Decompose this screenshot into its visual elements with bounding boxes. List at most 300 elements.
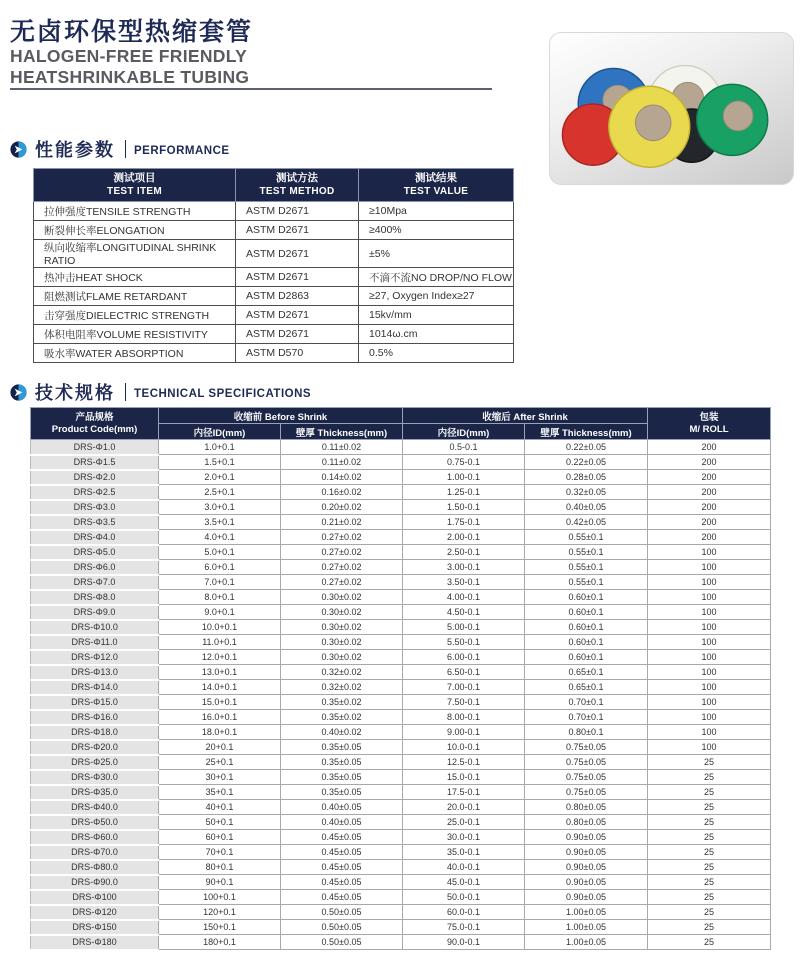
performance-row bbox=[34, 221, 514, 240]
title-divider bbox=[10, 88, 492, 90]
spec-cell: 200 bbox=[648, 455, 771, 470]
spec-cell: 45.0-0.1 bbox=[403, 875, 525, 890]
performance-cell: ASTM D570 bbox=[236, 344, 359, 363]
spec-cell: 40+0.1 bbox=[159, 800, 281, 815]
specs-header-row-1 bbox=[31, 408, 771, 424]
performance-heading-cn: 性能参数 bbox=[35, 140, 115, 160]
spec-cell: DRS-Φ100 bbox=[31, 890, 159, 905]
specs-col-before-id: 内径ID(mm) bbox=[159, 424, 281, 440]
spec-cell: 30.0-0.1 bbox=[403, 830, 525, 845]
spec-cell: 0.45±0.05 bbox=[281, 890, 403, 905]
spec-cell: 6.00-0.1 bbox=[403, 650, 525, 665]
col-label-en: M/ ROLL bbox=[689, 423, 729, 435]
spec-cell: 0.11±0.02 bbox=[281, 440, 403, 455]
spec-cell: 100 bbox=[648, 620, 771, 635]
spec-cell: DRS-Φ16.0 bbox=[31, 710, 159, 725]
spec-cell: 100 bbox=[648, 740, 771, 755]
performance-col-test-method bbox=[236, 169, 359, 202]
spec-cell: 50+0.1 bbox=[159, 815, 281, 830]
spec-cell: DRS-Φ80.0 bbox=[31, 860, 159, 875]
spec-cell: DRS-Φ1.0 bbox=[31, 440, 159, 455]
spec-cell: 9.0+0.1 bbox=[159, 605, 281, 620]
spec-row bbox=[31, 680, 771, 695]
spec-row bbox=[31, 815, 771, 830]
spec-cell: 100 bbox=[648, 605, 771, 620]
performance-cell: 体积电阻率VOLUME RESISTIVITY bbox=[34, 325, 236, 344]
spec-row bbox=[31, 725, 771, 740]
performance-cell: ASTM D2671 bbox=[236, 325, 359, 344]
spec-cell: 14.0+0.1 bbox=[159, 680, 281, 695]
spec-cell: 0.75±0.05 bbox=[525, 755, 648, 770]
spec-cell: 180+0.1 bbox=[159, 935, 281, 950]
spec-cell: 0.90±0.05 bbox=[525, 890, 648, 905]
performance-row bbox=[34, 240, 514, 268]
performance-row bbox=[34, 287, 514, 306]
spec-row bbox=[31, 890, 771, 905]
spec-row bbox=[31, 755, 771, 770]
spec-cell: 4.00-0.1 bbox=[403, 590, 525, 605]
spec-cell: 8.0+0.1 bbox=[159, 590, 281, 605]
spec-cell: 120+0.1 bbox=[159, 905, 281, 920]
spec-cell: DRS-Φ18.0 bbox=[31, 725, 159, 740]
spec-cell: 100 bbox=[648, 635, 771, 650]
spec-cell: 2.0+0.1 bbox=[159, 470, 281, 485]
spec-cell: DRS-Φ7.0 bbox=[31, 575, 159, 590]
spec-row bbox=[31, 455, 771, 470]
spec-cell: 0.32±0.02 bbox=[281, 665, 403, 680]
spec-row bbox=[31, 830, 771, 845]
spec-cell: 0.55±0.1 bbox=[525, 560, 648, 575]
spec-cell: 3.5+0.1 bbox=[159, 515, 281, 530]
spec-cell: 7.50-0.1 bbox=[403, 695, 525, 710]
spec-cell: 3.50-0.1 bbox=[403, 575, 525, 590]
spec-row bbox=[31, 935, 771, 950]
performance-cell: 0.5% bbox=[359, 344, 514, 363]
spec-cell: 0.40±0.05 bbox=[281, 815, 403, 830]
spec-row bbox=[31, 605, 771, 620]
spec-cell: 75.0-0.1 bbox=[403, 920, 525, 935]
spec-cell: 4.0+0.1 bbox=[159, 530, 281, 545]
performance-cell: 吸水率WATER ABSORPTION bbox=[34, 344, 236, 363]
spec-cell: 7.00-0.1 bbox=[403, 680, 525, 695]
spec-cell: DRS-Φ120 bbox=[31, 905, 159, 920]
spec-cell: 0.60±0.1 bbox=[525, 635, 648, 650]
spec-cell: 0.60±0.1 bbox=[525, 605, 648, 620]
spec-cell: 0.60±0.1 bbox=[525, 590, 648, 605]
performance-row bbox=[34, 268, 514, 287]
performance-row bbox=[34, 306, 514, 325]
spec-cell: 25+0.1 bbox=[159, 755, 281, 770]
spec-cell: 5.00-0.1 bbox=[403, 620, 525, 635]
performance-section-header bbox=[10, 136, 230, 162]
spec-cell: DRS-Φ20.0 bbox=[31, 740, 159, 755]
spec-cell: DRS-Φ40.0 bbox=[31, 800, 159, 815]
spec-cell: 0.30±0.02 bbox=[281, 620, 403, 635]
spec-cell: 40.0-0.1 bbox=[403, 860, 525, 875]
spec-cell: 100 bbox=[648, 695, 771, 710]
spec-cell: 1.5+0.1 bbox=[159, 455, 281, 470]
spec-cell: 12.0+0.1 bbox=[159, 650, 281, 665]
spec-cell: 100 bbox=[648, 575, 771, 590]
spec-cell: DRS-Φ13.0 bbox=[31, 665, 159, 680]
specs-col-after-id: 内径ID(mm) bbox=[403, 424, 525, 440]
performance-cell: 断裂伸长率ELONGATION bbox=[34, 221, 236, 240]
spec-cell: 100 bbox=[648, 650, 771, 665]
spec-cell: 0.14±0.02 bbox=[281, 470, 403, 485]
spec-cell: 100 bbox=[648, 665, 771, 680]
spec-cell: DRS-Φ2.5 bbox=[31, 485, 159, 500]
specs-col-before-thickness: 壁厚 Thickness(mm) bbox=[281, 424, 403, 440]
performance-cell: ASTM D2671 bbox=[236, 240, 359, 268]
spec-cell: DRS-Φ11.0 bbox=[31, 635, 159, 650]
performance-cell: ≥10Mpa bbox=[359, 202, 514, 221]
spec-cell: DRS-Φ12.0 bbox=[31, 650, 159, 665]
spec-cell: 200 bbox=[648, 530, 771, 545]
spec-cell: 10.0+0.1 bbox=[159, 620, 281, 635]
spec-row bbox=[31, 530, 771, 545]
tubing-rolls-illustration bbox=[550, 33, 793, 184]
performance-cell: ≥400% bbox=[359, 221, 514, 240]
specs-table-body bbox=[31, 440, 771, 950]
specs-group-after-shrink: 收缩后 After Shrink bbox=[403, 408, 648, 424]
spec-cell: 20+0.1 bbox=[159, 740, 281, 755]
spec-row bbox=[31, 695, 771, 710]
spec-cell: 0.28±0.05 bbox=[525, 470, 648, 485]
spec-cell: 0.35±0.05 bbox=[281, 785, 403, 800]
spec-cell: 0.70±0.1 bbox=[525, 695, 648, 710]
col-label-cn: 测试方法 bbox=[276, 172, 318, 184]
spec-cell: 0.70±0.1 bbox=[525, 710, 648, 725]
spec-cell: 100 bbox=[648, 590, 771, 605]
spec-cell: 0.40±0.05 bbox=[281, 800, 403, 815]
spec-cell: 0.21±0.02 bbox=[281, 515, 403, 530]
spec-cell: 0.75±0.05 bbox=[525, 785, 648, 800]
spec-cell: 35.0-0.1 bbox=[403, 845, 525, 860]
spec-cell: 0.90±0.05 bbox=[525, 875, 648, 890]
performance-cell: 纵向收缩率LONGITUDINAL SHRINK RATIO bbox=[34, 240, 236, 268]
spec-cell: 7.0+0.1 bbox=[159, 575, 281, 590]
spec-cell: 0.30±0.02 bbox=[281, 650, 403, 665]
section-arrow-icon bbox=[10, 141, 27, 158]
spec-row bbox=[31, 635, 771, 650]
spec-cell: DRS-Φ25.0 bbox=[31, 755, 159, 770]
spec-cell: 2.5+0.1 bbox=[159, 485, 281, 500]
spec-cell: 1.0+0.1 bbox=[159, 440, 281, 455]
spec-cell: DRS-Φ2.0 bbox=[31, 470, 159, 485]
spec-row bbox=[31, 920, 771, 935]
spec-cell: 0.65±0.1 bbox=[525, 680, 648, 695]
spec-row bbox=[31, 500, 771, 515]
spec-cell: 9.00-0.1 bbox=[403, 725, 525, 740]
spec-cell: DRS-Φ3.0 bbox=[31, 500, 159, 515]
spec-cell: 0.45±0.05 bbox=[281, 875, 403, 890]
spec-row bbox=[31, 560, 771, 575]
spec-cell: 60.0-0.1 bbox=[403, 905, 525, 920]
spec-cell: 0.27±0.02 bbox=[281, 530, 403, 545]
spec-cell: 0.90±0.05 bbox=[525, 860, 648, 875]
col-label-cn: 测试结果 bbox=[415, 172, 457, 184]
spec-cell: 2.00-0.1 bbox=[403, 530, 525, 545]
product-photo bbox=[549, 32, 794, 185]
spec-cell: 70+0.1 bbox=[159, 845, 281, 860]
performance-row bbox=[34, 325, 514, 344]
performance-table bbox=[33, 168, 514, 363]
spec-cell: DRS-Φ8.0 bbox=[31, 590, 159, 605]
col-label-en: TEST VALUE bbox=[403, 186, 469, 197]
spec-cell: 35+0.1 bbox=[159, 785, 281, 800]
spec-cell: 0.80±0.05 bbox=[525, 800, 648, 815]
spec-cell: 0.80±0.05 bbox=[525, 815, 648, 830]
specs-col-roll bbox=[648, 408, 771, 440]
spec-cell: 25 bbox=[648, 860, 771, 875]
spec-cell: 90.0-0.1 bbox=[403, 935, 525, 950]
spec-cell: 60+0.1 bbox=[159, 830, 281, 845]
spec-cell: 16.0+0.1 bbox=[159, 710, 281, 725]
performance-row bbox=[34, 202, 514, 221]
spec-cell: 0.30±0.02 bbox=[281, 605, 403, 620]
spec-cell: 0.50±0.05 bbox=[281, 935, 403, 950]
spec-cell: DRS-Φ90.0 bbox=[31, 875, 159, 890]
spec-row bbox=[31, 860, 771, 875]
spec-cell: 15.0+0.1 bbox=[159, 695, 281, 710]
spec-cell: 20.0-0.1 bbox=[403, 800, 525, 815]
performance-cell: 阻燃测试FLAME RETARDANT bbox=[34, 287, 236, 306]
spec-cell: 25 bbox=[648, 800, 771, 815]
spec-cell: DRS-Φ10.0 bbox=[31, 620, 159, 635]
spec-cell: DRS-Φ30.0 bbox=[31, 770, 159, 785]
page-title-english-line2: HEATSHRINKABLE TUBING bbox=[10, 67, 250, 87]
performance-cell: 热冲击HEAT SHOCK bbox=[34, 268, 236, 287]
spec-row bbox=[31, 575, 771, 590]
heading-separator bbox=[125, 383, 126, 401]
spec-cell: 200 bbox=[648, 500, 771, 515]
spec-cell: 4.50-0.1 bbox=[403, 605, 525, 620]
specs-heading-cn: 技术规格 bbox=[35, 383, 115, 403]
spec-cell: 80+0.1 bbox=[159, 860, 281, 875]
spec-row bbox=[31, 470, 771, 485]
spec-cell: 0.30±0.02 bbox=[281, 635, 403, 650]
spec-cell: DRS-Φ1.5 bbox=[31, 455, 159, 470]
spec-cell: DRS-Φ60.0 bbox=[31, 830, 159, 845]
spec-cell: 200 bbox=[648, 470, 771, 485]
spec-row bbox=[31, 785, 771, 800]
spec-cell: 0.50±0.05 bbox=[281, 920, 403, 935]
spec-cell: 100 bbox=[648, 725, 771, 740]
col-label-en: TEST METHOD bbox=[259, 186, 335, 197]
spec-cell: 0.42±0.05 bbox=[525, 515, 648, 530]
spec-cell: 1.75-0.1 bbox=[403, 515, 525, 530]
col-label-cn: 产品规格 bbox=[75, 411, 114, 423]
spec-cell: DRS-Φ15.0 bbox=[31, 695, 159, 710]
performance-row bbox=[34, 344, 514, 363]
spec-cell: 0.27±0.02 bbox=[281, 560, 403, 575]
performance-cell: 拉伸强度TENSILE STRENGTH bbox=[34, 202, 236, 221]
spec-cell: 0.22±0.05 bbox=[525, 455, 648, 470]
spec-cell: 100 bbox=[648, 680, 771, 695]
specs-table-head bbox=[31, 408, 771, 440]
spec-cell: 17.5-0.1 bbox=[403, 785, 525, 800]
performance-cell: ≥27, Oxygen Index≥27 bbox=[359, 287, 514, 306]
spec-cell: 0.65±0.1 bbox=[525, 665, 648, 680]
spec-cell: 0.60±0.1 bbox=[525, 620, 648, 635]
spec-cell: 0.32±0.05 bbox=[525, 485, 648, 500]
specs-section-header bbox=[10, 379, 311, 405]
performance-cell: ASTM D2671 bbox=[236, 202, 359, 221]
performance-cell: 击穿强度DIELECTRIC STRENGTH bbox=[34, 306, 236, 325]
performance-col-test-value bbox=[359, 169, 514, 202]
spec-row bbox=[31, 665, 771, 680]
spec-cell: 0.60±0.1 bbox=[525, 650, 648, 665]
spec-cell: 25 bbox=[648, 890, 771, 905]
spec-cell: 25 bbox=[648, 935, 771, 950]
spec-cell: 0.40±0.05 bbox=[525, 500, 648, 515]
spec-cell: 0.32±0.02 bbox=[281, 680, 403, 695]
spec-cell: 0.75±0.05 bbox=[525, 740, 648, 755]
spec-row bbox=[31, 650, 771, 665]
heading-separator bbox=[125, 140, 126, 158]
spec-cell: 11.0+0.1 bbox=[159, 635, 281, 650]
spec-cell: 25 bbox=[648, 830, 771, 845]
spec-row bbox=[31, 800, 771, 815]
spec-cell: 5.50-0.1 bbox=[403, 635, 525, 650]
spec-cell: 0.75±0.05 bbox=[525, 770, 648, 785]
spec-cell: 0.45±0.05 bbox=[281, 860, 403, 875]
spec-cell: 0.20±0.02 bbox=[281, 500, 403, 515]
spec-cell: 25 bbox=[648, 815, 771, 830]
spec-cell: DRS-Φ3.5 bbox=[31, 515, 159, 530]
spec-cell: 0.55±0.1 bbox=[525, 530, 648, 545]
spec-row bbox=[31, 905, 771, 920]
spec-cell: DRS-Φ180 bbox=[31, 935, 159, 950]
spec-cell: DRS-Φ14.0 bbox=[31, 680, 159, 695]
col-label-en: TEST ITEM bbox=[107, 186, 162, 197]
spec-cell: DRS-Φ6.0 bbox=[31, 560, 159, 575]
spec-cell: 1.25-0.1 bbox=[403, 485, 525, 500]
spec-row bbox=[31, 740, 771, 755]
spec-cell: 0.50±0.05 bbox=[281, 905, 403, 920]
spec-cell: 100 bbox=[648, 545, 771, 560]
page-title-english bbox=[10, 46, 249, 88]
spec-cell: 90+0.1 bbox=[159, 875, 281, 890]
spec-cell: 0.55±0.1 bbox=[525, 545, 648, 560]
spec-cell: 0.22±0.05 bbox=[525, 440, 648, 455]
spec-row bbox=[31, 440, 771, 455]
spec-row bbox=[31, 545, 771, 560]
spec-cell: DRS-Φ35.0 bbox=[31, 785, 159, 800]
spec-cell: 15.0-0.1 bbox=[403, 770, 525, 785]
performance-cell: ±5% bbox=[359, 240, 514, 268]
spec-cell: 200 bbox=[648, 440, 771, 455]
spec-cell: 0.35±0.02 bbox=[281, 710, 403, 725]
performance-heading-en: PERFORMANCE bbox=[134, 145, 230, 157]
spec-cell: 1.00±0.05 bbox=[525, 935, 648, 950]
spec-cell: 13.0+0.1 bbox=[159, 665, 281, 680]
spec-cell: 200 bbox=[648, 485, 771, 500]
spec-row bbox=[31, 845, 771, 860]
page-title-english-line1: HALOGEN-FREE FRIENDLY bbox=[10, 46, 248, 66]
spec-cell: 25 bbox=[648, 785, 771, 800]
spec-cell: 200 bbox=[648, 515, 771, 530]
spec-cell: 100 bbox=[648, 560, 771, 575]
spec-cell: 6.50-0.1 bbox=[403, 665, 525, 680]
spec-cell: 3.0+0.1 bbox=[159, 500, 281, 515]
spec-cell: 1.50-0.1 bbox=[403, 500, 525, 515]
col-label-en: Product Code(mm) bbox=[51, 423, 138, 435]
spec-cell: 150+0.1 bbox=[159, 920, 281, 935]
spec-cell: 0.90±0.05 bbox=[525, 830, 648, 845]
spec-cell: DRS-Φ50.0 bbox=[31, 815, 159, 830]
spec-cell: 0.27±0.02 bbox=[281, 575, 403, 590]
spec-row bbox=[31, 875, 771, 890]
spec-cell: 25 bbox=[648, 755, 771, 770]
spec-cell: 0.40±0.02 bbox=[281, 725, 403, 740]
spec-cell: 0.35±0.05 bbox=[281, 770, 403, 785]
performance-cell: 1014ω.cm bbox=[359, 325, 514, 344]
spec-cell: 25 bbox=[648, 920, 771, 935]
spec-cell: 10.0-0.1 bbox=[403, 740, 525, 755]
spec-cell: 3.00-0.1 bbox=[403, 560, 525, 575]
spec-cell: 0.75-0.1 bbox=[403, 455, 525, 470]
performance-cell: ASTM D2671 bbox=[236, 306, 359, 325]
section-arrow-icon bbox=[10, 384, 27, 401]
specs-col-after-thickness: 壁厚 Thickness(mm) bbox=[525, 424, 648, 440]
spec-cell: 5.0+0.1 bbox=[159, 545, 281, 560]
performance-table-head bbox=[34, 169, 514, 202]
spec-cell: 25 bbox=[648, 905, 771, 920]
spec-cell: 8.00-0.1 bbox=[403, 710, 525, 725]
spec-row bbox=[31, 515, 771, 530]
spec-cell: 0.35±0.05 bbox=[281, 755, 403, 770]
spec-cell: 50.0-0.1 bbox=[403, 890, 525, 905]
spec-cell: 100 bbox=[648, 710, 771, 725]
spec-row bbox=[31, 770, 771, 785]
spec-cell: 2.50-0.1 bbox=[403, 545, 525, 560]
performance-cell: 15kv/mm bbox=[359, 306, 514, 325]
spec-cell: 25 bbox=[648, 875, 771, 890]
spec-cell: 1.00-0.1 bbox=[403, 470, 525, 485]
spec-cell: 0.11±0.02 bbox=[281, 455, 403, 470]
specs-group-before-shrink: 收缩前 Before Shrink bbox=[159, 408, 403, 424]
performance-cell: ASTM D2863 bbox=[236, 287, 359, 306]
spec-cell: DRS-Φ9.0 bbox=[31, 605, 159, 620]
specs-heading-en: TECHNICAL SPECIFICATIONS bbox=[134, 388, 312, 400]
page-title-chinese: 无卤环保型热缩套管 bbox=[10, 18, 254, 46]
yellow-tubing-roll bbox=[609, 86, 690, 167]
spec-cell: 25 bbox=[648, 770, 771, 785]
spec-cell: 18.0+0.1 bbox=[159, 725, 281, 740]
spec-cell: 0.90±0.05 bbox=[525, 845, 648, 860]
spec-cell: 0.16±0.02 bbox=[281, 485, 403, 500]
performance-cell: ASTM D2671 bbox=[236, 221, 359, 240]
spec-cell: 0.27±0.02 bbox=[281, 545, 403, 560]
performance-header-row bbox=[34, 169, 514, 202]
performance-cell: 不滴不流NO DROP/NO FLOW bbox=[359, 268, 514, 287]
spec-cell: 0.35±0.05 bbox=[281, 740, 403, 755]
spec-cell: 0.30±0.02 bbox=[281, 590, 403, 605]
specs-col-product-code bbox=[31, 408, 159, 440]
performance-table-body bbox=[34, 202, 514, 363]
specs-table bbox=[30, 407, 771, 951]
spec-cell: 0.35±0.02 bbox=[281, 695, 403, 710]
spec-cell: DRS-Φ150 bbox=[31, 920, 159, 935]
spec-cell: 0.80±0.1 bbox=[525, 725, 648, 740]
spec-row bbox=[31, 590, 771, 605]
spec-row bbox=[31, 620, 771, 635]
col-label-cn: 包装 bbox=[699, 411, 719, 423]
spec-row bbox=[31, 485, 771, 500]
spec-cell: 0.45±0.05 bbox=[281, 845, 403, 860]
spec-cell: 1.00±0.05 bbox=[525, 905, 648, 920]
